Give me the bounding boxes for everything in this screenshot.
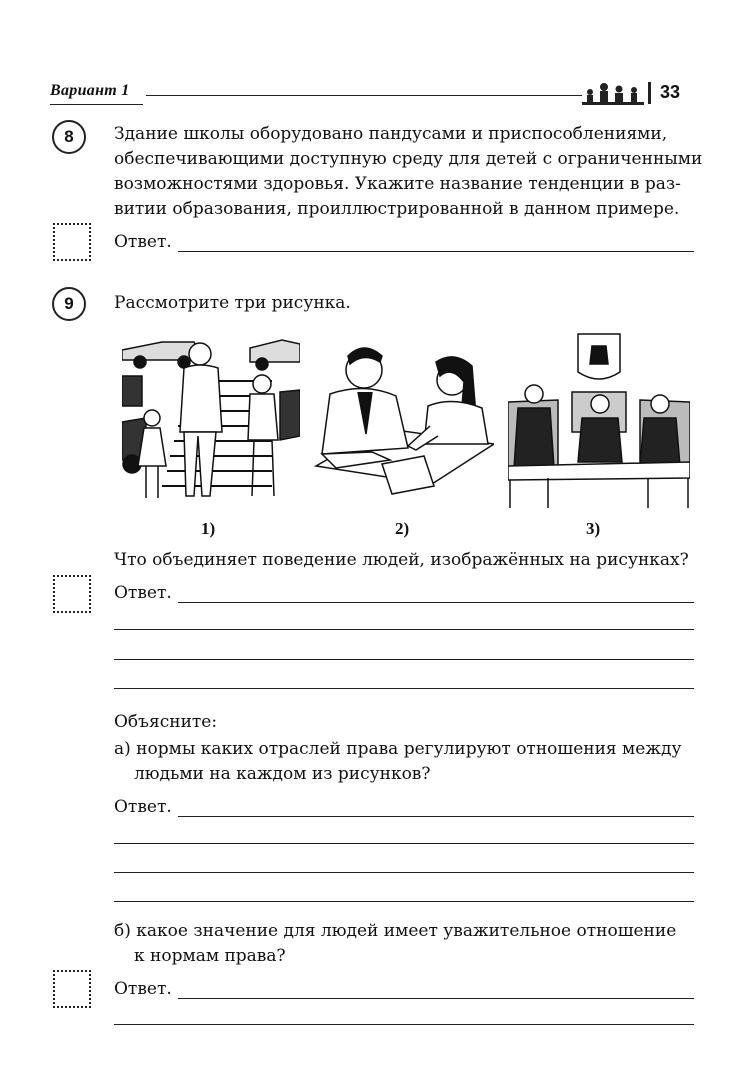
picture-3-court bbox=[508, 332, 690, 508]
question-9-prompt: Что объединяет поведение людей, изображённых на рисунках? bbox=[114, 550, 689, 570]
question-9-number: 9 bbox=[52, 287, 86, 321]
question-8-number: 8 bbox=[52, 120, 86, 154]
answer-line[interactable] bbox=[178, 980, 694, 999]
answer-line[interactable] bbox=[178, 798, 694, 817]
explain-heading: Объясните: bbox=[114, 712, 218, 732]
question-8-line: витии образования, проиллюстрированной в данном примере. bbox=[114, 199, 680, 219]
part-a-text bbox=[114, 737, 704, 787]
question-9-answer-box-1[interactable] bbox=[53, 575, 91, 613]
answer-label: Ответ. bbox=[114, 979, 172, 999]
header-divider bbox=[648, 82, 651, 104]
answer-line[interactable] bbox=[178, 233, 694, 252]
question-9-intro: Рассмотрите три рисунка. bbox=[114, 293, 351, 313]
part-b-text bbox=[114, 919, 704, 969]
part-a-line: людьми на каждом из рисунков? bbox=[134, 764, 431, 784]
picture-1-crossing bbox=[122, 336, 300, 506]
header-rule bbox=[146, 95, 582, 96]
question-8-text bbox=[114, 122, 704, 222]
answer-line[interactable] bbox=[114, 629, 694, 630]
picture-3-caption: 3) bbox=[586, 519, 601, 538]
picture-2-caption: 2) bbox=[395, 519, 410, 538]
answer-label: Ответ. bbox=[114, 232, 172, 252]
part-a-answer-row[interactable] bbox=[114, 797, 694, 817]
question-9-answer-row[interactable] bbox=[114, 583, 694, 603]
part-b-line: б) какое значение для людей имеет уважительное отношение bbox=[114, 921, 677, 941]
chess-pieces-icon bbox=[582, 78, 644, 106]
answer-line[interactable] bbox=[114, 659, 694, 660]
answer-line[interactable] bbox=[114, 688, 694, 689]
page-number: 33 bbox=[660, 82, 681, 102]
picture-2-contract bbox=[312, 336, 494, 498]
answer-label: Ответ. bbox=[114, 583, 172, 603]
answer-line[interactable] bbox=[114, 1024, 694, 1025]
part-b-answer-row[interactable] bbox=[114, 979, 694, 999]
answer-line[interactable] bbox=[114, 843, 694, 844]
question-8-answer-box[interactable] bbox=[53, 223, 91, 261]
question-8-line: возможностями здоровья. Укажите название тенденции в раз- bbox=[114, 174, 681, 194]
picture-1-caption: 1) bbox=[201, 519, 216, 538]
part-a-line: а) нормы каких отраслей права регулируют отношения между bbox=[114, 739, 682, 759]
question-9-answer-box-2[interactable] bbox=[53, 970, 91, 1008]
part-b-line: к нормам права? bbox=[134, 946, 286, 966]
answer-line[interactable] bbox=[114, 901, 694, 902]
answer-label: Ответ. bbox=[114, 797, 172, 817]
answer-line[interactable] bbox=[178, 584, 694, 603]
question-8-line: Здание школы оборудовано пандусами и приспособлениями, bbox=[114, 124, 668, 144]
answer-line[interactable] bbox=[114, 872, 694, 873]
question-8-line: обеспечивающими доступную среду для детей с ограниченными bbox=[114, 149, 703, 169]
variant-underline bbox=[50, 104, 143, 105]
question-8-answer-row[interactable] bbox=[114, 232, 694, 252]
variant-title: Вариант 1 bbox=[50, 82, 130, 99]
